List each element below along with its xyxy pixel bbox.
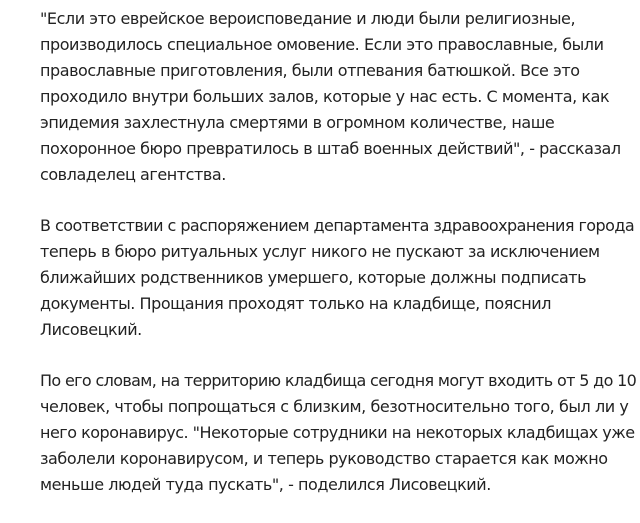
text-line: меньше людей туда пускать", - поделился Лисовецкий. bbox=[40, 475, 491, 494]
text-line: православные приготовления, были отпевания батюшкой. Все это bbox=[40, 61, 580, 80]
text-line: ближайших родственников умершего, которые должны подписать bbox=[40, 268, 587, 287]
text-line: проходило внутри больших залов, которые у нас есть. С момента, как bbox=[40, 87, 610, 106]
text-line: "Если это еврейское вероисповедание и люди были религиозные, bbox=[40, 9, 576, 28]
text-line: производилось специальное омовение. Если это православные, были bbox=[40, 35, 604, 54]
article-paragraph-1 bbox=[40, 6, 620, 188]
text-line: теперь в бюро ритуальных услуг никого не пускают за исключением bbox=[40, 242, 600, 261]
text-line: эпидемия захлестнула смертями в огромном количестве, наше bbox=[40, 113, 555, 132]
text-line: документы. Прощания проходят только на кладбище, пояснил bbox=[40, 294, 551, 313]
article-body bbox=[40, 6, 637, 523]
text-line: По его словам, на территорию кладбища сегодня могут входить от 5 до 10 bbox=[40, 371, 637, 390]
article-paragraph-3 bbox=[40, 368, 637, 498]
text-line: В соответствии с распоряжением департамента здравоохранения города bbox=[40, 216, 635, 235]
text-line: человек, чтобы попрощаться с близким, безотносительно того, был ли у bbox=[40, 397, 629, 416]
text-line: него коронавирус. "Некоторые сотрудники на некоторых кладбищах уже bbox=[40, 423, 635, 442]
text-line: похоронное бюро превратилось в штаб военных действий", - рассказал bbox=[40, 139, 621, 158]
text-line: заболели коронавирусом, и теперь руководство старается как можно bbox=[40, 449, 608, 468]
text-line: совладелец агентства. bbox=[40, 165, 226, 184]
article-paragraph-2 bbox=[40, 213, 635, 343]
text-line: Лисовецкий. bbox=[40, 320, 142, 339]
